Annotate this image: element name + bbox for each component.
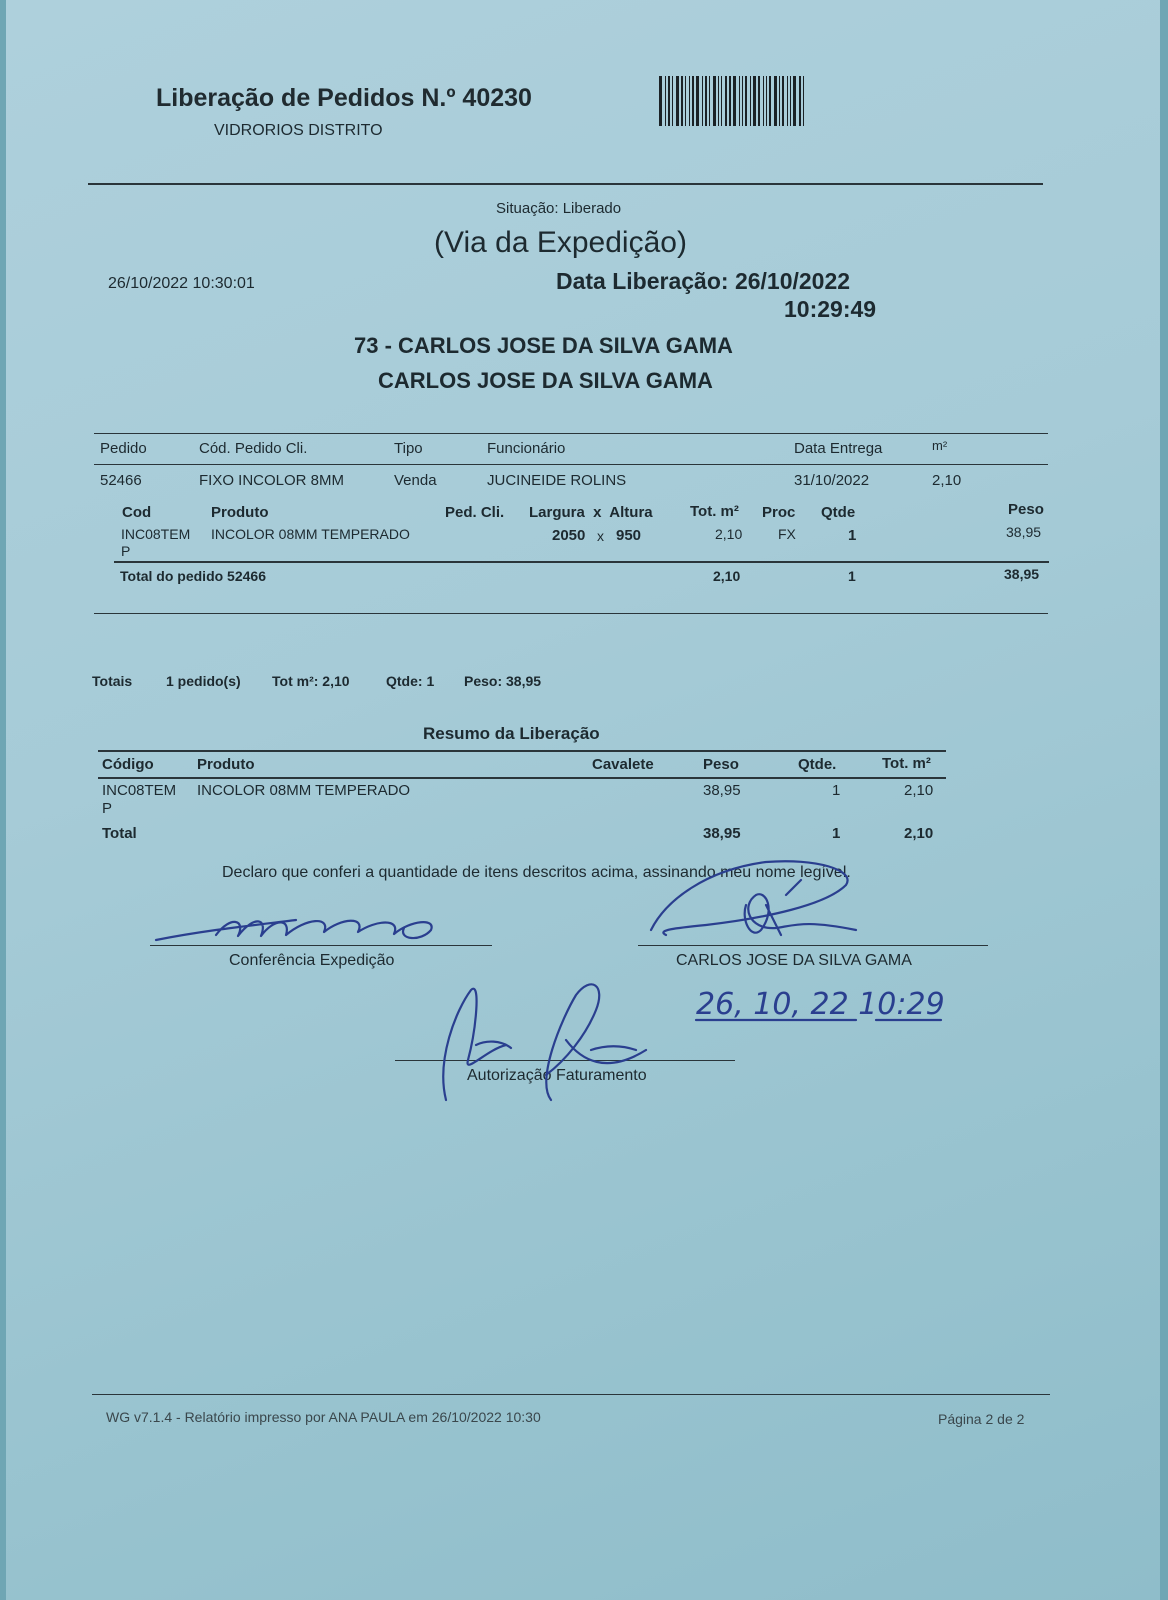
order-funcionario: JUCINEIDE ROLINS: [487, 472, 627, 489]
item-header-cod: Cod: [122, 504, 152, 521]
order-total-m2: 2,10: [713, 568, 741, 584]
handwriting-layer: [6, 0, 1160, 1600]
col-header-tipo: Tipo: [394, 440, 423, 457]
summary-header-peso: Peso: [703, 756, 739, 773]
totals-peso: Peso: 38,95: [464, 673, 542, 689]
copy-type: (Via da Expedição): [434, 226, 687, 259]
signature-conferencia: [156, 920, 432, 940]
col-header-m2: m²: [932, 438, 948, 453]
item-header-qtde: Qtde: [821, 504, 856, 521]
item-header-proc: Proc: [762, 504, 796, 521]
summary-header-produto: Produto: [197, 756, 255, 773]
item-header-peso: Peso: [1008, 501, 1044, 518]
totals-label: Totais: [92, 673, 133, 689]
order-tipo: Venda: [394, 472, 437, 489]
client-name: CARLOS JOSE DA SILVA GAMA: [378, 368, 713, 393]
item-header-largura-altura: Largura x Altura: [529, 504, 653, 521]
item-header-ped-cli: Ped. Cli.: [445, 504, 505, 521]
release-date: Data Liberação: 26/10/2022: [556, 268, 851, 294]
signature-label-conferencia: Conferência Expedição: [229, 952, 395, 969]
totals-orders: 1 pedido(s): [166, 673, 241, 689]
summary-header-cavalete: Cavalete: [592, 756, 654, 773]
item-qtde: 1: [848, 527, 857, 544]
summary-total-qtde: 1: [832, 825, 841, 842]
item-header-produto: Produto: [211, 504, 269, 521]
signature-label-cliente: CARLOS JOSE DA SILVA GAMA: [676, 952, 912, 969]
item-tot-m2: 2,10: [715, 526, 743, 542]
col-header-pedido: Pedido: [100, 440, 147, 457]
signature-label-autorizacao: Autorização Faturamento: [467, 1067, 647, 1084]
summary-header-codigo: Código: [102, 756, 154, 773]
item-produto: INCOLOR 08MM TEMPERADO: [211, 526, 410, 542]
print-datetime: 26/10/2022 10:30:01: [108, 275, 255, 292]
summary-peso: 38,95: [703, 782, 741, 799]
col-header-cod-pedido-cli: Cód. Pedido Cli.: [199, 440, 308, 457]
status-text: Situação: Liberado: [496, 200, 622, 217]
summary-total-label: Total: [102, 825, 137, 842]
item-altura: 950: [616, 527, 642, 544]
summary-codigo-line2: P: [102, 800, 113, 817]
col-header-funcionario: Funcionário: [487, 440, 566, 457]
summary-qtde: 1: [832, 782, 841, 799]
order-m2: 2,10: [932, 472, 962, 489]
summary-tot-m2: 2,10: [904, 782, 934, 799]
footer-rule: [92, 1394, 1050, 1395]
summary-total-peso: 38,95: [703, 825, 741, 842]
signature-cliente: [651, 861, 856, 935]
summary-header-tot-m2: Tot. m²: [882, 755, 931, 772]
signature-autorizacao: [443, 984, 646, 1100]
item-largura: 2050: [552, 527, 586, 544]
summary-produto: INCOLOR 08MM TEMPERADO: [197, 782, 411, 799]
item-header-tot-m2: Tot. m²: [690, 503, 739, 520]
summary-header-qtde: Qtde.: [798, 756, 837, 773]
col-header-data-entrega: Data Entrega: [794, 440, 883, 457]
page-number: Página 2 de 2: [938, 1411, 1025, 1427]
summary-title: Resumo da Liberação: [423, 724, 600, 743]
document-title: Liberação de Pedidos N.º 40230: [156, 84, 532, 112]
totals-qtde: Qtde: 1: [386, 673, 435, 689]
totals-m2: Tot m²: 2,10: [272, 673, 350, 689]
declaration-text: Declaro que conferi a quantidade de itens descritos acima, assinando meu nome legível.: [222, 864, 851, 881]
client-code-name: 73 - CARLOS JOSE DA SILVA GAMA: [354, 333, 733, 358]
footer-report: WG v7.1.4 - Relatório impresso por ANA PAULA em 26/10/2022 10:30: [106, 1409, 541, 1425]
order-pedido: 52466: [100, 472, 142, 489]
item-proc: FX: [778, 526, 796, 542]
item-peso: 38,95: [1006, 524, 1042, 540]
summary-total-tot-m2: 2,10: [904, 825, 934, 842]
order-total-peso: 38,95: [1004, 566, 1040, 582]
company-name: VIDRORIOS DISTRITO: [214, 122, 383, 139]
order-data-entrega: 31/10/2022: [794, 472, 870, 489]
item-cod-line1: INC08TEM: [121, 526, 191, 542]
order-total-label: Total do pedido 52466: [120, 568, 266, 584]
order-total-qtde: 1: [848, 568, 856, 584]
summary-codigo-line1: INC08TEM: [102, 782, 177, 799]
item-x: x: [597, 528, 604, 544]
order-cod-pedido-cli: FIXO INCOLOR 8MM: [199, 472, 345, 489]
document-page: [6, 0, 1160, 1600]
item-cod-line2: P: [121, 543, 131, 559]
handwritten-date: 26, 10, 22 10:29: [696, 987, 945, 1022]
release-time: 10:29:49: [784, 296, 877, 322]
